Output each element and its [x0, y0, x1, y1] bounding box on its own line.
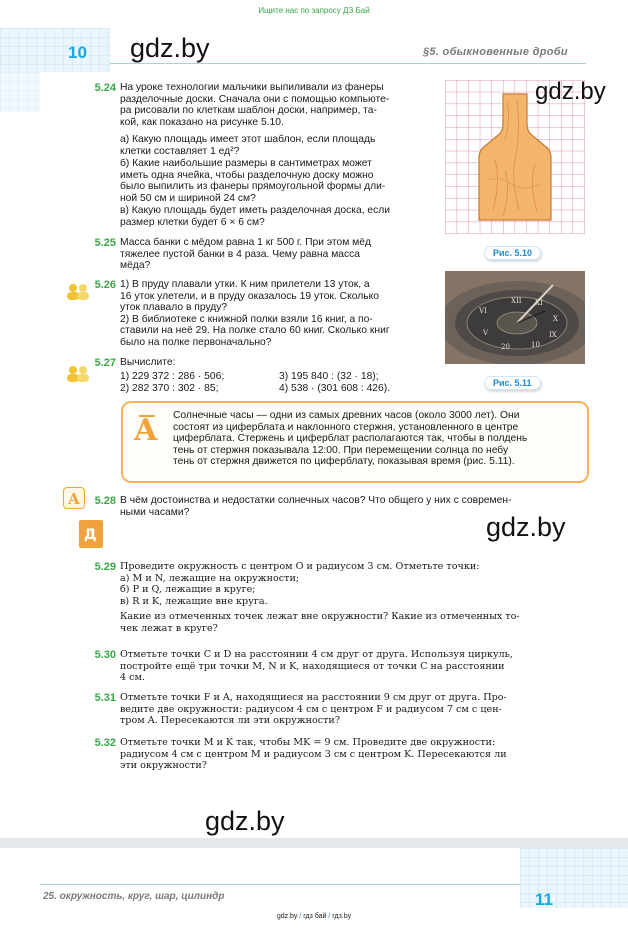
- text-line: Проведите окружность с центром O и радиусом 3 см. Отметьте точки:: [120, 561, 480, 572]
- homework-d-glyph: [79, 520, 103, 548]
- text-line: тень от стержня показывала 12:00. При перемещении солнца по небу: [173, 444, 509, 456]
- problem-number: 5.30: [94, 649, 116, 661]
- text-line: 4 см.: [120, 672, 146, 684]
- problem-number: 5.26: [94, 279, 116, 291]
- watermark-4: gdz.by: [205, 806, 285, 836]
- text-line: Солнечные часы — одни из самых древних часов (около 3000 лет). Они: [173, 410, 520, 421]
- footer-link[interactable]: гдз бай: [303, 913, 327, 920]
- sundial-photo: [445, 271, 585, 364]
- text-line: В чём достоинства и недостатки солнечных часов? Что общего у них с современ-: [120, 495, 512, 506]
- svg-text:A: A: [68, 490, 80, 508]
- sundial-numeral: 20: [501, 343, 510, 351]
- text-line: ной 50 см и шириной 24 см?: [120, 192, 256, 204]
- sundial-numeral: XI: [535, 299, 543, 307]
- sundial-numeral: V: [483, 329, 489, 337]
- text-line: ведите две окружности: радиусом 4 см с центром F и радиусом 7 см с цен-: [120, 703, 502, 715]
- problem-number: 5.31: [94, 692, 116, 704]
- sundial-numeral: IX: [549, 331, 557, 339]
- watermark-2: gdz.by: [535, 78, 606, 105]
- text-line: Масса банки с мёдом равна 1 кг 500 г. При этом мёд: [120, 237, 372, 248]
- sundial-numeral: XII: [511, 297, 522, 305]
- text-line: было выпилить из фанеры прямоугольной формы дли-: [120, 181, 386, 192]
- text-line: клетки составляет 1 ед²?: [120, 145, 240, 157]
- sundial-numeral: VI: [479, 307, 487, 315]
- problem-5-32-text: [120, 737, 507, 772]
- footer-link[interactable]: гдз.by: [332, 913, 352, 920]
- footer-rule: [40, 884, 520, 885]
- text-line: эти окружности?: [120, 760, 207, 772]
- page-number-11: 11: [535, 890, 553, 909]
- problem-number: 5.27: [94, 357, 116, 369]
- sundial-numeral: X: [553, 315, 558, 323]
- text-line: тень от стержня движется по циферблату, показывая время (рис. 5.11).: [173, 456, 515, 467]
- problem-5-27-item: 2) 282 370 : 302 · 85;: [120, 383, 219, 394]
- text-line: уток плавало в пруду?: [120, 302, 228, 313]
- text-line: а) M и N, лежащие на окружности;: [120, 572, 300, 584]
- text-line: состоят из циферблата и наклонного стержня, установленного в центре: [173, 421, 519, 433]
- footer-separator: /: [299, 913, 302, 920]
- watermark-3: gdz.by: [486, 512, 566, 542]
- problem-5-27-item: 1) 229 372 : 286 · 506;: [120, 371, 225, 382]
- problem-5-27-intro: Вычислите:: [120, 357, 176, 368]
- info-box-text: [173, 410, 527, 468]
- text-line: ра рисовали по клеткам шаблон доски, например, та-: [120, 105, 377, 116]
- watermark: gdz.by: [130, 33, 210, 63]
- footer-separator: /: [328, 913, 331, 920]
- figure-5-11-caption: Рис. 5.11: [484, 376, 541, 390]
- problem-5-24-c: [120, 205, 390, 228]
- text-line: 1) В пруду плавали утки. К ним прилетели 13 уток, а: [120, 279, 370, 290]
- problem-5-24-b: [120, 158, 385, 204]
- text-line: ными часами?: [120, 506, 190, 518]
- text-line: чек лежат в круге?: [120, 622, 218, 634]
- chapter-title: 25. окружность, круг, шар, цилиндр: [43, 891, 225, 902]
- problem-5-27-item: 3) 195 840 : (32 · 18);: [279, 371, 379, 382]
- letter-a-icon: [130, 410, 166, 446]
- text-line: постройте ещё три точки M, N и K, находящиеся от точки C на расстоянии: [120, 660, 505, 672]
- text-line: в) Какую площадь будет иметь разделочная доска, если: [120, 205, 391, 216]
- text-line: 2) В библиотеке с книжной полки взяли 16 книг, а по-: [120, 313, 373, 325]
- page-separator: [0, 838, 628, 848]
- text-line: размер клетки будет 6 × 6 см?: [120, 216, 265, 228]
- footer-link[interactable]: gdz.by: [276, 913, 298, 920]
- top-note: Ищите нас по запросу ДЗ Бай: [258, 6, 370, 15]
- section-title: §5. обыкновенные дроби: [423, 46, 568, 58]
- text-line: 16 уток улетели, и в пруду оказалось 19 уток. Сколько: [120, 290, 379, 302]
- text-line: тром A. Пересекаются ли эти окружности?: [120, 715, 340, 727]
- text-line: б) P и Q, лежащие в круге;: [120, 584, 256, 596]
- problem-number: 5.28: [94, 495, 116, 507]
- text-line: Отметьте точки C и D на расстоянии 4 см друг от друга. Используя циркуль,: [120, 649, 513, 660]
- problem-5-29-text: [120, 561, 520, 635]
- text-line: иметь одна ячейка, чтобы разделочную доску можно: [120, 169, 374, 181]
- text-line: тяжелее пустой банки в 4 раза. Чему равна масса: [120, 248, 361, 260]
- text-line: в) R и K, лежащие вне круга.: [120, 595, 268, 607]
- svg-text:Д: Д: [84, 527, 97, 543]
- corner-grid-decoration: [0, 28, 110, 72]
- problem-5-28-text: [120, 495, 511, 518]
- text-line: разделочные доски. Сначала они с помощью компьюте-: [120, 93, 390, 105]
- text-line: а) Какую площадь имеет этот шаблон, если площадь: [120, 134, 376, 145]
- corner-grid-decoration-2: [0, 72, 40, 112]
- text-line: кой, как показано на рисунке 5.10.: [120, 116, 284, 128]
- problem-5-24-a: [120, 134, 375, 157]
- text-line: радиусом 4 см с центром M и радиусом 3 см с центром K. Пересекаются ли: [120, 748, 507, 760]
- problem-5-25-text: [120, 237, 371, 272]
- problem-5-24-text: [120, 82, 389, 128]
- problem-number: 5.29: [94, 561, 116, 573]
- text-line: На уроке технологии мальчики выпиливали из фанеры: [120, 82, 384, 93]
- problem-number: 5.24: [94, 82, 116, 94]
- figure-5-11: [445, 271, 585, 364]
- figure-5-10-caption: Рис. 5.10: [484, 246, 541, 260]
- page-number: 10: [68, 43, 87, 62]
- homework-d-icon: [79, 520, 103, 548]
- svg-text:A: A: [134, 413, 158, 446]
- problem-number: 5.32: [94, 737, 116, 749]
- text-line: циферблата. Стержень и циферблат располагаются так, чтобы в полдень: [173, 433, 528, 444]
- header-rule: [110, 63, 586, 64]
- problem-5-31-text: [120, 692, 507, 727]
- sundial-numeral: 10: [531, 341, 540, 349]
- text-line: ставили на неё 29. На полке стало 60 книг. Сколько книг: [120, 325, 390, 336]
- problem-number: 5.25: [94, 237, 116, 249]
- text-line: Отметьте точки M и K так, чтобы MK = 9 см. Проведите две окружности:: [120, 737, 496, 748]
- problem-5-30-text: [120, 649, 513, 684]
- text-line: б) Какие наибольшие размеры в сантиметрах может: [120, 158, 372, 169]
- text-line: мёда?: [120, 260, 151, 271]
- text-line: было на полке первоначально?: [120, 336, 272, 348]
- text-line: Отметьте точки F и A, находящиеся на расстоянии 9 см друг от друга. Про-: [120, 692, 507, 703]
- footer-links: [0, 913, 628, 920]
- text-line: Какие из отмеченных точек лежат вне окружности? Какие из отмеченных то-: [120, 611, 520, 623]
- problem-5-27-item: 4) 538 · (301 608 : 426).: [279, 383, 391, 394]
- problem-5-26-text: [120, 279, 390, 348]
